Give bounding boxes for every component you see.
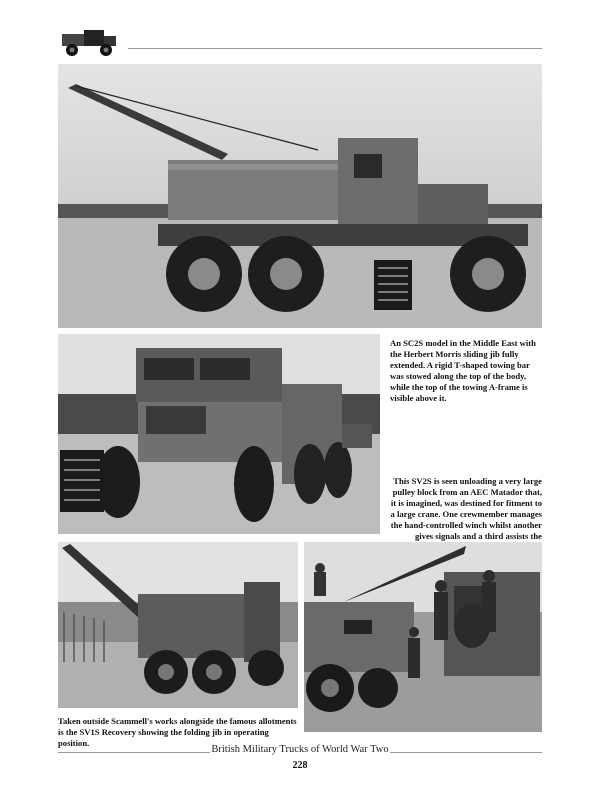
photo-sv2s-unloading	[304, 542, 542, 732]
page-number: 228	[292, 760, 308, 771]
photo-sv1s-recovery	[58, 542, 298, 708]
caption-sv1s: Taken outside Scammell's works alongside the famous allotments is the SV1S Recovery showing the folding jib in operating position.	[58, 716, 297, 748]
photo-sv2s-front	[58, 334, 380, 534]
header-truck-icon	[58, 28, 120, 58]
footer-book-title: British Military Trucks of World War Two	[211, 744, 389, 755]
caption-sv2s: This SV2S is seen unloading a very large pulley block from an AEC Matador that, it is imagined, was destined for fitment to a large crane. One crewmember manages the hand-controlled winch whilst another gives signals and a third assists the	[390, 476, 542, 541]
caption-sc2s: An SC2S model in the Middle East with the Herbert Morris sliding jib fully extended. A rigid T-shaped towing bar was stowed along the top of the body, while the top of the towing A-frame is visible above it.	[390, 338, 536, 403]
footer-rule-right	[390, 752, 542, 753]
header-rule	[128, 48, 542, 49]
photo-sc2s-middle-east	[58, 64, 542, 328]
